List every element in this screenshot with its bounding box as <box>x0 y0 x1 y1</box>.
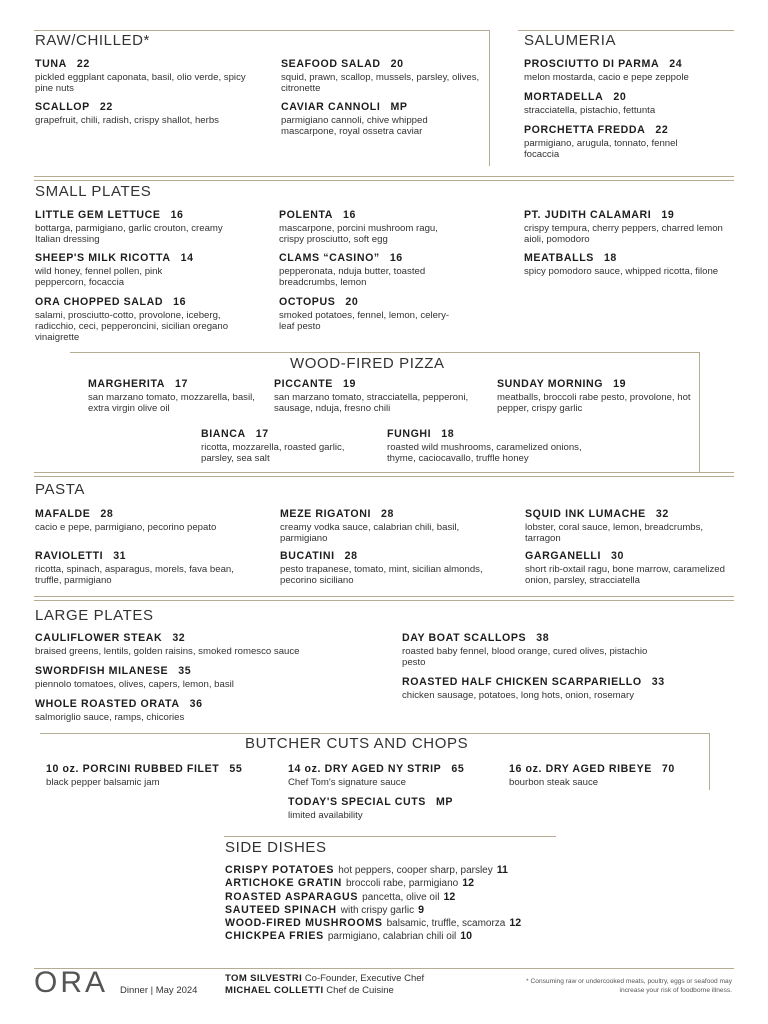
side-name: WOOD-FIRED MUSHROOMS <box>225 917 383 929</box>
item-description: piennolo tomatoes, olives, capers, lemon, basil <box>35 678 234 690</box>
divider <box>34 30 490 31</box>
item-description: short rib-oxtail ragu, bone marrow, caramelized onion, parsley, stracciatella <box>525 563 725 586</box>
menu-item-special-cuts <box>288 796 498 821</box>
section-title-sides: SIDE DISHES <box>225 839 327 856</box>
section-title-salumeria: SALUMERIA <box>524 32 617 49</box>
side-item <box>225 905 424 916</box>
item-description: braised greens, lentils, golden raisins, smoked romesco sauce <box>35 645 300 657</box>
divider <box>34 472 734 473</box>
section-title-pizza: WOOD-FIRED PIZZA <box>290 355 445 372</box>
item-description: salmoriglio sauce, ramps, chicories <box>35 711 185 723</box>
menu-item-filet <box>46 763 276 788</box>
menu-item-prosciutto <box>524 58 739 83</box>
item-price: 28 <box>100 508 114 520</box>
item-name: PT. JUDITH CALAMARI <box>524 209 652 221</box>
item-name: MEATBALLS <box>524 252 594 264</box>
item-price: 65 <box>451 763 465 775</box>
item-price: 16 <box>170 209 184 221</box>
section-title-pasta: PASTA <box>35 481 85 498</box>
item-name: MAFALDE <box>35 508 91 520</box>
menu-item-ribeye <box>509 763 719 788</box>
chef-name: TOM SILVESTRI <box>225 973 303 984</box>
item-price: 16 <box>173 296 187 308</box>
menu-item-tuna <box>35 58 250 94</box>
item-name: SWORDFISH MILANESE <box>35 665 169 677</box>
item-description: pesto trapanese, tomato, mint, sicilian almonds, pecorino siciliano <box>280 563 483 586</box>
item-description: squid, prawn, scallop, mussels, parsley, olives, citronette <box>281 71 480 94</box>
item-name: PICCANTE <box>274 378 333 390</box>
item-price: 19 <box>613 378 627 390</box>
item-name: 16 oz. DRY AGED RIBEYE <box>509 763 652 775</box>
item-price: 55 <box>229 763 243 775</box>
item-name: MORTADELLA <box>524 91 604 103</box>
divider <box>34 176 734 177</box>
item-name: BUCATINI <box>280 550 335 562</box>
item-name: SCALLOP <box>35 101 90 113</box>
menu-item-scallop <box>35 101 235 126</box>
chef-title: Co-Founder, Executive Chef <box>304 973 425 984</box>
menu-item-ravioletti <box>35 550 245 586</box>
item-name: BIANCA <box>201 428 246 440</box>
menu-item-bianca <box>201 428 379 464</box>
menu-item-cauliflower-steak <box>35 632 375 657</box>
side-description: broccoli rabe, parmigiano <box>345 878 459 889</box>
item-price: 30 <box>611 550 625 562</box>
item-description: bottarga, parmigiano, garlic crouton, creamy Italian dressing <box>35 222 223 245</box>
divider <box>70 352 700 353</box>
menu-item-caviar-cannoli <box>281 101 466 137</box>
item-price: 18 <box>441 428 455 440</box>
item-price: 20 <box>390 58 404 70</box>
side-description: parmigiano, calabrian chili oil <box>327 931 457 942</box>
menu-item-sheeps-ricotta <box>35 252 210 288</box>
item-price: MP <box>390 101 408 113</box>
item-name: MEZE RIGATONI <box>280 508 371 520</box>
side-name: ROASTED ASPARAGUS <box>225 891 359 903</box>
item-name: SQUID INK LUMACHE <box>525 508 646 520</box>
side-name: SAUTEED SPINACH <box>225 904 337 916</box>
menu-item-meatballs <box>524 252 739 277</box>
section-title-large-plates: LARGE PLATES <box>35 607 154 624</box>
item-name: FUNGHI <box>387 428 432 440</box>
item-price: 35 <box>178 665 192 677</box>
item-price: 38 <box>536 632 550 644</box>
item-name: CAVIAR CANNOLI <box>281 101 381 113</box>
item-name: ORA CHOPPED SALAD <box>35 296 164 308</box>
divider <box>34 476 734 477</box>
side-item <box>225 931 472 942</box>
side-price: 10 <box>460 930 473 942</box>
item-price: 19 <box>342 378 356 390</box>
side-price: 12 <box>462 877 475 889</box>
side-description: hot peppers, cooper sharp, parsley <box>338 865 493 876</box>
item-description: cacio e pepe, parmigiano, pecorino pepato <box>35 521 217 533</box>
side-item <box>225 892 455 903</box>
item-price: 32 <box>172 632 186 644</box>
menu-item-margherita <box>88 378 266 414</box>
menu-item-seafood-salad <box>281 58 486 94</box>
divider <box>518 30 734 31</box>
side-name: CRISPY POTATOES <box>225 864 335 876</box>
item-description: crispy tempura, cherry peppers, charred lemon aioli, pomodoro <box>524 222 723 245</box>
item-name: MARGHERITA <box>88 378 166 390</box>
item-description: san marzano tomato, mozzarella, basil, extra virgin olive oil <box>88 391 255 414</box>
divider <box>34 600 734 601</box>
item-description: parmigiano cannoli, chive whipped mascarpone, royal ossetra caviar <box>281 114 428 137</box>
item-name: CAULIFLOWER STEAK <box>35 632 163 644</box>
section-title-raw-chilled: RAW/CHILLED* <box>35 32 150 49</box>
item-description: melon mostarda, cacio e pepe zeppole <box>524 71 689 83</box>
menu-item-day-boat-scallops <box>402 632 652 668</box>
menu-item-funghi <box>387 428 597 464</box>
side-description: with crispy garlic <box>340 905 415 916</box>
item-name: TODAY'S SPECIAL CUTS <box>288 796 426 808</box>
item-name: SHEEP'S MILK RICOTTA <box>35 252 171 264</box>
item-price: 70 <box>661 763 675 775</box>
item-price: 22 <box>99 101 113 113</box>
item-description: parmigiano, arugula, tonnato, fennel focaccia <box>524 137 678 160</box>
item-description: ricotta, mozzarella, roasted garlic, parsley, sea salt <box>201 441 345 464</box>
item-name: LITTLE GEM LETTUCE <box>35 209 161 221</box>
ora-logo: ORA <box>34 966 109 999</box>
side-item <box>225 865 508 876</box>
item-description: black pepper balsamic jam <box>46 776 160 788</box>
side-price: 11 <box>496 864 508 876</box>
divider <box>40 733 710 734</box>
divider <box>34 596 734 597</box>
item-description: smoked potatoes, fennel, lemon, celery-leaf pesto <box>279 309 450 332</box>
item-name: SUNDAY MORNING <box>497 378 604 390</box>
item-price: 16 <box>389 252 403 264</box>
side-description: pancetta, olive oil <box>362 892 440 903</box>
chef-name: MICHAEL COLLETTI <box>225 985 324 996</box>
side-description: balsamic, truffle, scamorza <box>386 918 506 929</box>
item-price: 19 <box>661 209 675 221</box>
menu-item-clams-casino <box>279 252 469 288</box>
item-price: 20 <box>613 91 627 103</box>
menu-item-sunday-morning <box>497 378 697 414</box>
divider <box>699 352 700 472</box>
item-description: roasted wild mushrooms, caramelized onions, thyme, caciocavallo, truffle honey <box>387 441 582 464</box>
item-price: 16 <box>343 209 357 221</box>
item-description: chicken sausage, potatoes, long hots, onion, rosemary <box>402 689 634 701</box>
item-price: 22 <box>655 124 669 136</box>
menu-item-squid-ink-lumache <box>525 508 715 544</box>
item-name: RAVIOLETTI <box>35 550 104 562</box>
item-name: PORCHETTA FREDDA <box>524 124 646 136</box>
menu-item-mafalde <box>35 508 225 533</box>
chef-credit <box>225 973 424 984</box>
item-description: limited availability <box>288 809 363 821</box>
item-price: 32 <box>655 508 669 520</box>
menu-item-chopped-salad <box>35 296 240 343</box>
item-price: MP <box>435 796 454 808</box>
chef-title: Chef de Cuisine <box>326 985 394 996</box>
item-name: ROASTED HALF CHICKEN SCARPARIELLO <box>402 676 642 688</box>
item-price: 20 <box>345 296 359 308</box>
menu-item-swordfish <box>35 665 375 690</box>
menu-item-garganelli <box>525 550 740 586</box>
item-name: POLENTA <box>279 209 334 221</box>
item-name: DAY BOAT SCALLOPS <box>402 632 527 644</box>
item-name: SEAFOOD SALAD <box>281 58 381 70</box>
item-description: Chef Tom's signature sauce <box>288 776 406 788</box>
item-name: TUNA <box>35 58 67 70</box>
item-price: 28 <box>344 550 358 562</box>
item-description: creamy vodka sauce, calabrian chili, basil, parmigiano <box>280 521 460 544</box>
menu-item-orata <box>35 698 375 723</box>
item-name: PROSCIUTTO DI PARMA <box>524 58 660 70</box>
item-price: 14 <box>180 252 194 264</box>
item-price: 28 <box>380 508 394 520</box>
divider <box>34 180 734 181</box>
item-description: bourbon steak sauce <box>509 776 599 788</box>
item-price: 17 <box>255 428 269 440</box>
menu-item-porchetta <box>524 124 689 160</box>
item-name: CLAMS “CASINO” <box>279 252 380 264</box>
item-description: lobster, coral sauce, lemon, breadcrumbs, tarragon <box>525 521 704 544</box>
foodborne-disclaimer: * Consuming raw or undercooked meats, poultry, eggs or seafood may increase your risk of foodborne illness. <box>526 978 732 994</box>
menu-item-little-gem <box>35 209 235 245</box>
item-description: salami, prosciutto-cotto, provolone, iceberg, radicchio, ceci, pepperoncini, sicilian oregano vinaigrette <box>35 309 229 343</box>
menu-item-ny-strip <box>288 763 498 788</box>
item-description: roasted baby fennel, blood orange, cured olives, pistachio pesto <box>402 645 648 668</box>
item-description: spicy pomodoro sauce, whipped ricotta, filone <box>524 265 719 277</box>
divider <box>34 968 734 969</box>
menu-item-meze-rigatoni <box>280 508 470 544</box>
item-description: grapefruit, chili, radish, crispy shallot, herbs <box>35 114 219 126</box>
item-name: OCTOPUS <box>279 296 336 308</box>
item-price: 18 <box>603 252 617 264</box>
menu-item-bucatini <box>280 550 485 586</box>
side-name: ARTICHOKE GRATIN <box>225 877 342 889</box>
menu-item-mortadella <box>524 91 739 116</box>
item-price: 33 <box>651 676 665 688</box>
side-price: 12 <box>443 891 456 903</box>
item-price: 22 <box>76 58 90 70</box>
divider <box>224 836 556 837</box>
chef-credit <box>225 985 394 996</box>
item-description: pickled eggplant caponata, basil, olio verde, spicy pine nuts <box>35 71 246 94</box>
item-name: 14 oz. DRY AGED NY STRIP <box>288 763 442 775</box>
item-name: GARGANELLI <box>525 550 602 562</box>
section-title-butcher: BUTCHER CUTS AND CHOPS <box>245 735 469 752</box>
section-title-small-plates: SMALL PLATES <box>35 183 152 200</box>
item-name: 10 oz. PORCINI RUBBED FILET <box>46 763 220 775</box>
menu-item-calamari <box>524 209 739 245</box>
menu-item-octopus <box>279 296 454 332</box>
item-description: wild honey, fennel pollen, pink peppercorn, focaccia <box>35 265 163 288</box>
item-name: WHOLE ROASTED ORATA <box>35 698 180 710</box>
menu-item-polenta <box>279 209 464 245</box>
item-description: stracciatella, pistachio, fettunta <box>524 104 656 116</box>
item-description: ricotta, spinach, asparagus, morels, fava bean, truffle, parmigiano <box>35 563 234 586</box>
item-price: 24 <box>669 58 683 70</box>
menu-edition: Dinner | May 2024 <box>120 985 198 996</box>
side-price: 12 <box>509 917 522 929</box>
item-description: pepperonata, nduja butter, toasted breadcrumbs, lemon <box>279 265 426 288</box>
item-price: 36 <box>189 698 203 710</box>
item-description: meatballs, broccoli rabe pesto, provolone, hot pepper, crispy garlic <box>497 391 691 414</box>
side-item <box>225 918 521 929</box>
item-description: san marzano tomato, stracciatella, pepperoni, sausage, nduja, fresno chili <box>274 391 469 414</box>
divider <box>489 30 490 166</box>
item-description: mascarpone, porcini mushroom ragu, crispy prosciutto, soft egg <box>279 222 438 245</box>
item-price: 31 <box>113 550 127 562</box>
side-item <box>225 878 474 889</box>
menu-item-half-chicken <box>402 676 722 701</box>
side-price: 9 <box>418 904 425 916</box>
side-name: CHICKPEA FRIES <box>225 930 324 942</box>
menu-item-piccante <box>274 378 479 414</box>
item-price: 17 <box>175 378 188 390</box>
